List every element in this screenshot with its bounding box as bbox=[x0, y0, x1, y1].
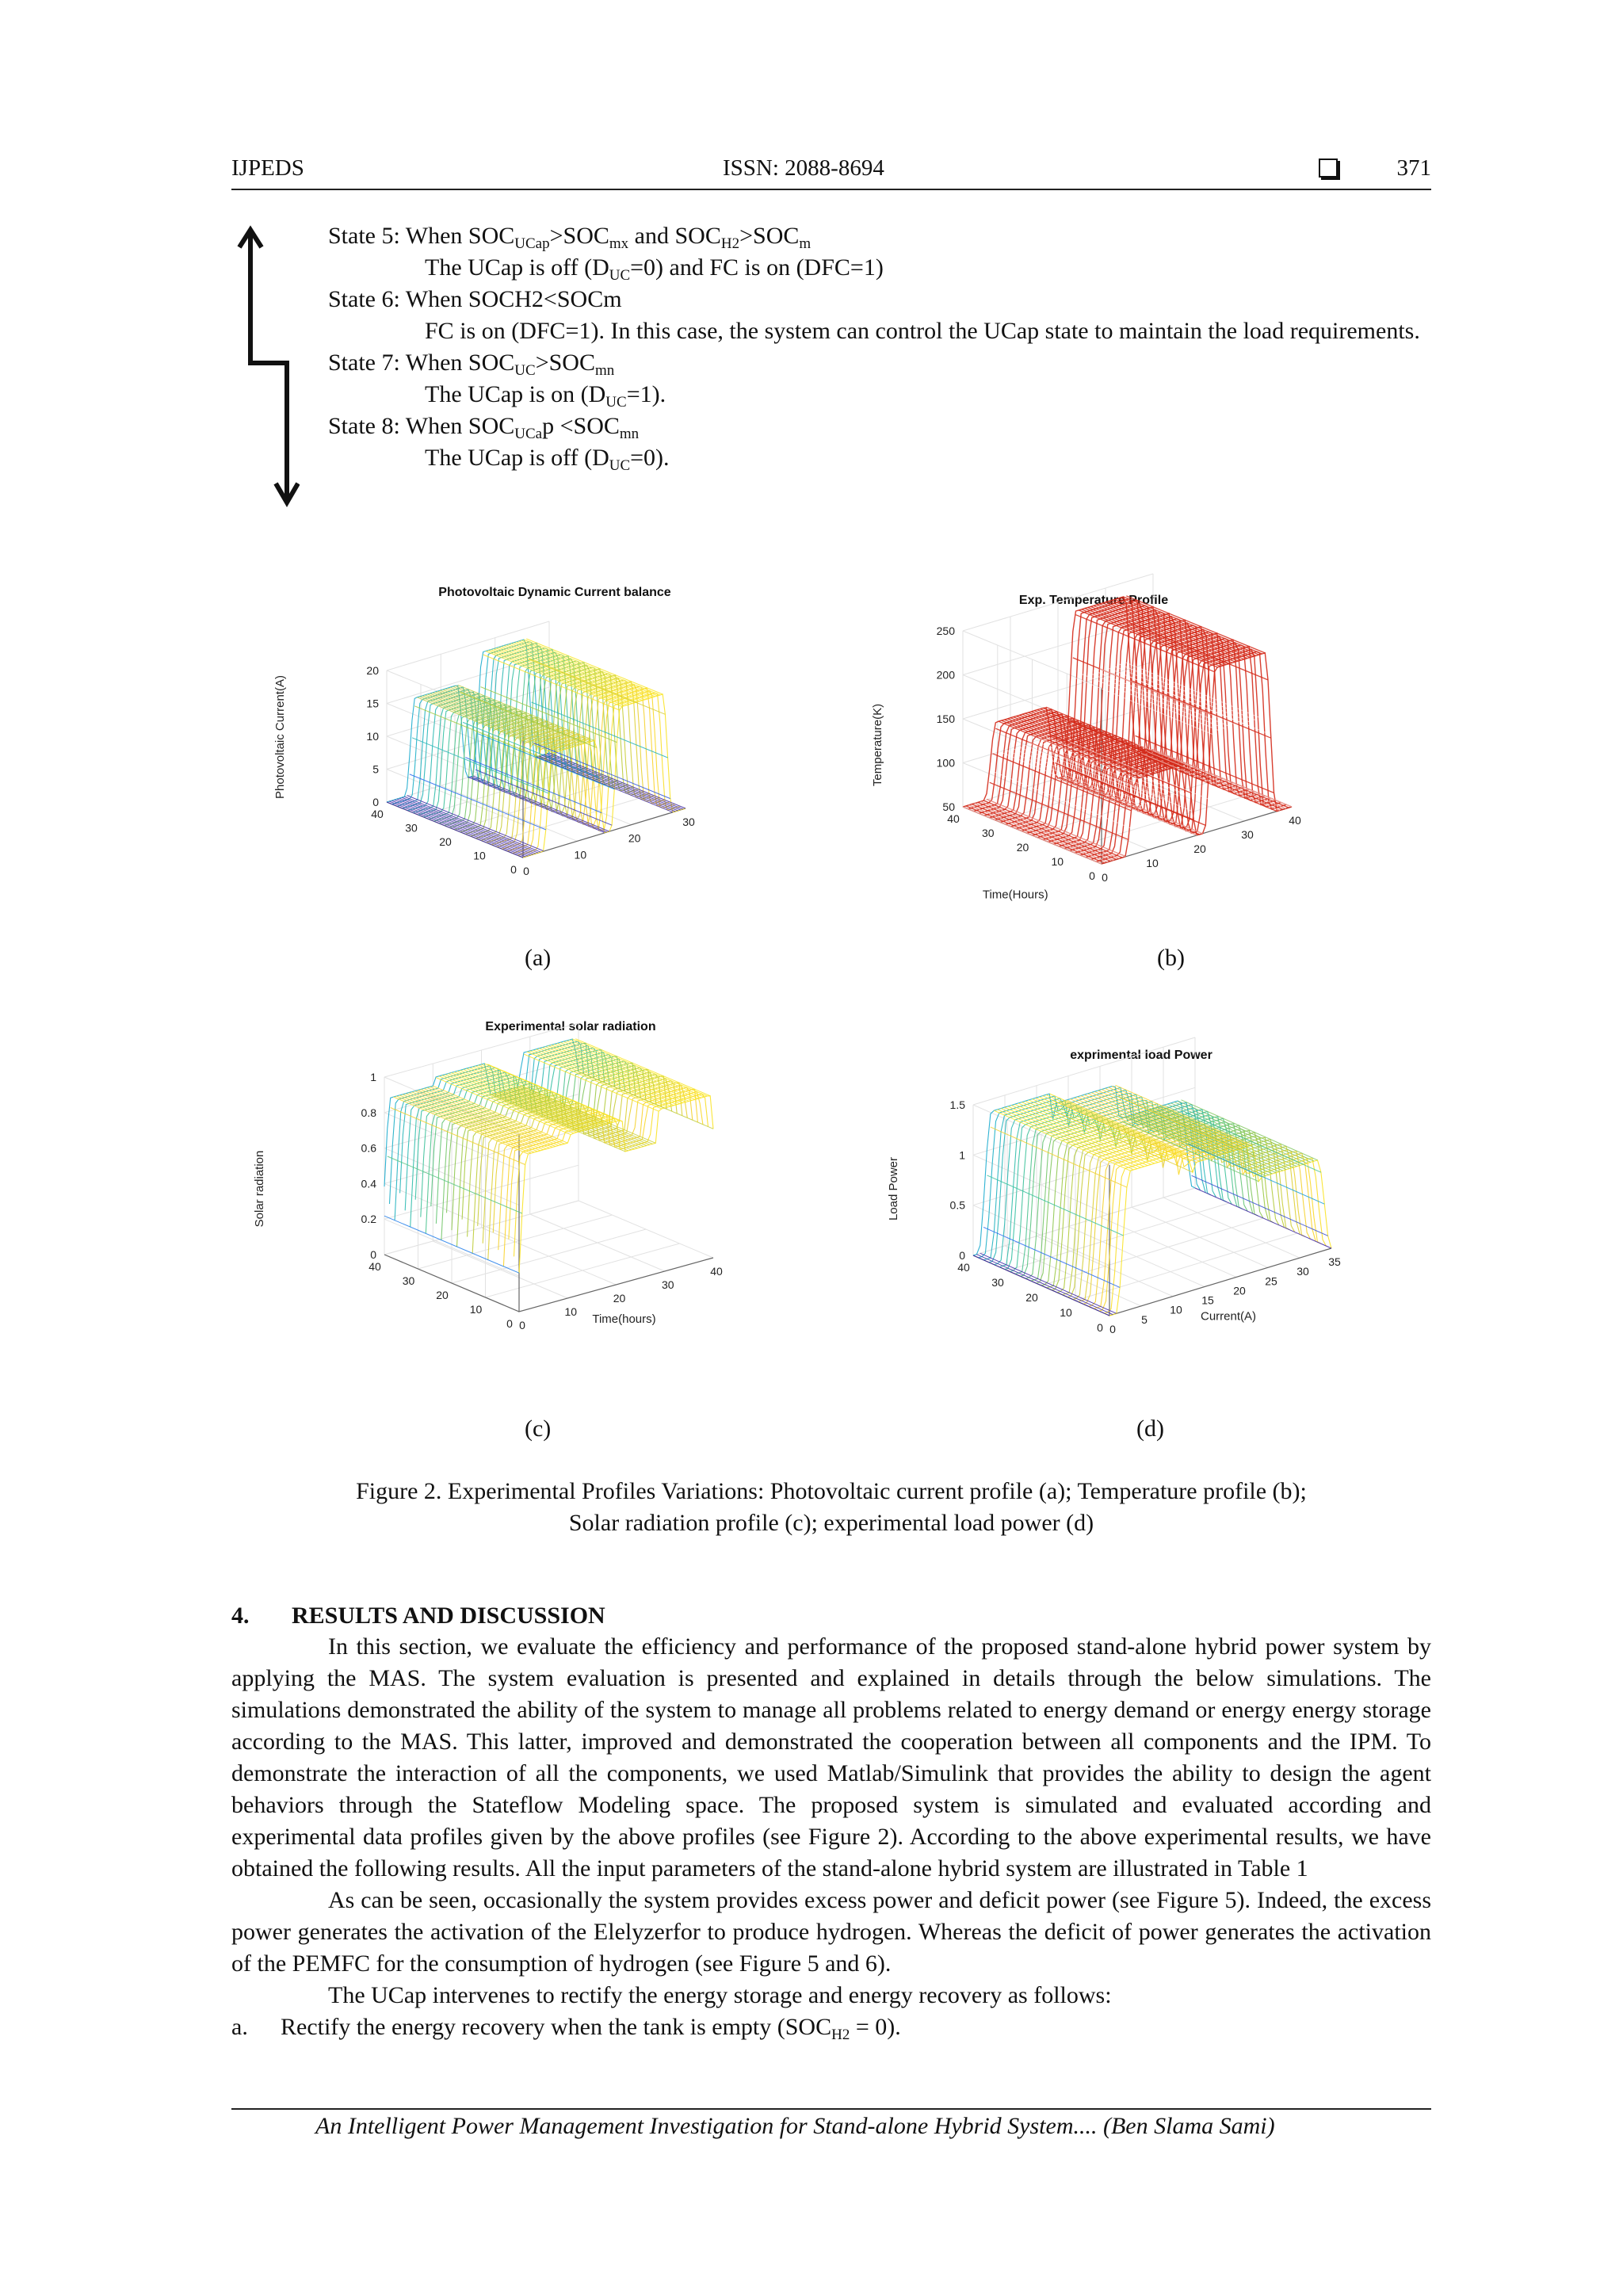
x-tick-label: 40 bbox=[710, 1265, 723, 1278]
sublabel-b: (b) bbox=[1157, 945, 1185, 971]
state-6-detail: FC is on (DFC=1). In this case, the system can control the UCap state to maintain the load requirements. bbox=[425, 318, 1420, 344]
double-arrow-icon bbox=[228, 223, 300, 509]
y-tick-label: 0 bbox=[510, 863, 517, 876]
y-tick-label: 30 bbox=[991, 1276, 1004, 1289]
z-tick-label: 50 bbox=[942, 800, 955, 813]
z-tick-label: 0.6 bbox=[361, 1141, 376, 1155]
x-tick-label: 40 bbox=[1289, 814, 1301, 827]
surface-mesh bbox=[973, 1085, 1331, 1316]
z-tick-label: 200 bbox=[936, 668, 955, 682]
z-tick-label: 250 bbox=[936, 625, 955, 637]
caption-line-2: Solar radiation profile (c); experimental load power (d) bbox=[568, 1510, 1094, 1536]
x-tick-label: 30 bbox=[1296, 1265, 1309, 1278]
x-tick-label: 20 bbox=[613, 1292, 626, 1305]
chart-title: Exp. Temperature Profile bbox=[1018, 594, 1169, 607]
state-list bbox=[328, 220, 1431, 474]
z-tick-label: 100 bbox=[936, 756, 955, 770]
section-number: 4. bbox=[231, 1603, 250, 1629]
list-item-a: a. Rectify the energy recovery when the tank is empty $(SOC_{H2} = 0)$. bbox=[231, 2014, 901, 2043]
y-tick-label: 40 bbox=[947, 812, 960, 825]
state-6: State 6: When SOCH2<SOCm bbox=[328, 286, 622, 312]
y-tick-label: 20 bbox=[1016, 841, 1029, 854]
y-tick-label: 10 bbox=[473, 849, 486, 862]
y-tick-label: 10 bbox=[469, 1303, 483, 1316]
z-tick-label: 0 bbox=[372, 796, 379, 808]
z-axis-label: Photovoltaic Current(A) bbox=[273, 675, 287, 799]
issn: ISSN: 2088-8694 bbox=[723, 155, 884, 181]
chart-d-svg bbox=[880, 1030, 1450, 1379]
z-tick-label: 0.5 bbox=[949, 1198, 965, 1212]
z-tick-label: 1 bbox=[959, 1148, 965, 1162]
y-tick-label: 40 bbox=[957, 1261, 970, 1274]
chart-photovoltaic-current bbox=[262, 579, 832, 927]
y-axis-label: Time(Hours) bbox=[982, 888, 1048, 902]
paragraph-2: As can be seen, occasionally the system provides excess power and deficit power (see Figure 5). Indeed, the excess power generates the activation of the Elelyzerfor to produce hydrogen. Whereas the deficit of power generates the activation of the PEMFC for the consumption of hydrogen (see Figure 5 and 6). bbox=[231, 1887, 1431, 1977]
x-tick-label: 30 bbox=[682, 816, 695, 828]
y-tick-label: 20 bbox=[439, 835, 452, 848]
y-tick-label: 30 bbox=[981, 827, 995, 839]
chart-c-svg bbox=[246, 1014, 864, 1395]
y-tick-label: 0 bbox=[506, 1317, 513, 1330]
surface-mesh bbox=[384, 1039, 713, 1274]
x-tick-label: 0 bbox=[523, 865, 529, 877]
z-axis-label: Load Power bbox=[887, 1156, 900, 1221]
sublabel-c: (c) bbox=[525, 1415, 552, 1442]
z-tick-label: 1 bbox=[370, 1071, 376, 1083]
state-5-detail: The UCap is off $(D_{UC}=0)$ and FC is on (DFC=1) bbox=[425, 254, 884, 284]
z-tick-label: 1.5 bbox=[949, 1098, 965, 1111]
chart-grid bbox=[384, 1023, 713, 1312]
chart-b-svg bbox=[864, 586, 1434, 927]
z-axis-label: Solar radiation bbox=[253, 1150, 266, 1228]
y-tick-label: 20 bbox=[436, 1289, 449, 1301]
y-tick-label: 40 bbox=[371, 808, 384, 820]
x-tick-label: 10 bbox=[564, 1305, 578, 1318]
paragraph-3: The UCap intervenes to rectify the energy storage and energy recovery as follows: bbox=[328, 1982, 1112, 2008]
y-tick-label: 10 bbox=[1051, 855, 1064, 868]
chart-temperature-profile bbox=[864, 586, 1434, 927]
x-tick-label: 5 bbox=[1141, 1312, 1148, 1326]
state-8: State 8: When $SOC_{UCa}p <SOC_{mn}$ bbox=[328, 413, 640, 442]
z-tick-label: 150 bbox=[936, 712, 955, 725]
x-tick-label: 30 bbox=[1241, 828, 1254, 841]
x-tick-label: 30 bbox=[661, 1278, 674, 1291]
journal-name: IJPEDS bbox=[231, 155, 304, 181]
x-tick-label: 20 bbox=[628, 831, 641, 845]
y-tick-label: 30 bbox=[405, 821, 418, 835]
z-axis-label: Temperature(K) bbox=[871, 703, 884, 787]
z-tick-label: 0.4 bbox=[361, 1177, 376, 1190]
footer-rule bbox=[231, 2108, 1431, 2110]
body-text bbox=[231, 1631, 1431, 2043]
z-tick-label: 0.8 bbox=[361, 1106, 376, 1119]
x-axis-label: Current(A) bbox=[1200, 1309, 1257, 1324]
chart-title: exprimental load Power bbox=[1070, 1049, 1212, 1062]
figure-caption bbox=[231, 1476, 1431, 1539]
x-tick-label: 25 bbox=[1265, 1274, 1277, 1288]
header-rule bbox=[231, 189, 1431, 190]
x-tick-label: 15 bbox=[1201, 1293, 1214, 1307]
z-tick-label: 5 bbox=[372, 762, 379, 776]
caption-line-1: Figure 2. Experimental Profiles Variations: Photovoltaic current profile (a); Temperature profile (b); bbox=[356, 1478, 1307, 1504]
state-7: State 7: When $SOC_{UC}>SOC_{mn}$ bbox=[328, 350, 615, 379]
x-tick-label: 10 bbox=[574, 848, 587, 861]
axis-lines bbox=[1109, 1165, 1331, 1316]
y-tick-label: 0 bbox=[1089, 869, 1095, 882]
state-8-detail: The UCap is off $(D_{UC}=0)$. bbox=[425, 445, 670, 474]
z-tick-label: 0 bbox=[959, 1249, 965, 1262]
y-tick-label: 30 bbox=[402, 1274, 415, 1287]
state-5: State 5: When $SOC_{UCap}>SOC_{mx}$ and $SOC_{H2}>SOC_m$ bbox=[328, 223, 812, 252]
chart-load-power bbox=[880, 1030, 1450, 1379]
paragraph-1: In this section, we evaluate the efficiency and performance of the proposed stand-alone hybrid power system by applying the MAS. The system evaluation is presented and explained in details through the below simulations. The simulations demonstrated the ability of the system to manage all problems related to energy demand or energy energy storage according to the MAS. This latter, improved and demonstrated the cooperation between all components and the IPM. To demonstrate the interaction of all the components, we used Matlab/Simulink that provides the ability to design the agent behaviors through the Stateflow Modeling space. The proposed system is simulated and evaluated according and experimental data profiles given by the above profiles (see Figure 2). According to the above experimental results, we have obtained the following results. All the input parameters of the stand-alone hybrid system are illustrated in Table 1 bbox=[231, 1633, 1431, 1881]
x-tick-label: 0 bbox=[519, 1319, 525, 1331]
x-axis-label: Time(hours) bbox=[592, 1312, 656, 1326]
axis-lines bbox=[519, 1134, 713, 1312]
page-footer: An Intelligent Power Management Investigation for Stand-alone Hybrid System.... (Ben Slama Sami) bbox=[315, 2113, 1275, 2139]
x-tick-label: 0 bbox=[1109, 1323, 1116, 1335]
z-tick-label: 15 bbox=[366, 697, 379, 710]
y-tick-label: 0 bbox=[1097, 1321, 1103, 1334]
y-tick-label: 40 bbox=[369, 1260, 381, 1273]
chart-title: Photovoltaic Dynamic Current balance bbox=[438, 586, 671, 599]
chart-title: Experimental solar radiation bbox=[485, 1020, 656, 1033]
chart-a-svg bbox=[262, 579, 832, 927]
z-tick-label: 20 bbox=[366, 664, 379, 677]
page-number: 371 bbox=[1396, 155, 1431, 181]
surface-mesh bbox=[963, 596, 1292, 864]
section-title: RESULTS AND DISCUSSION bbox=[292, 1603, 605, 1629]
sublabel-a: (a) bbox=[525, 945, 552, 971]
y-tick-label: 20 bbox=[1025, 1291, 1038, 1304]
x-tick-label: 35 bbox=[1328, 1255, 1341, 1268]
checkbox-square-icon bbox=[1319, 159, 1338, 178]
z-tick-label: 10 bbox=[366, 730, 379, 743]
z-tick-label: 0.2 bbox=[361, 1213, 376, 1226]
x-tick-label: 10 bbox=[1170, 1303, 1182, 1316]
state-7-detail: The UCap is on $(D_{UC}=1)$. bbox=[425, 381, 666, 411]
x-tick-label: 10 bbox=[1146, 857, 1159, 869]
x-tick-label: 0 bbox=[1102, 871, 1108, 884]
y-tick-label: 10 bbox=[1060, 1306, 1072, 1319]
section-heading bbox=[231, 1603, 605, 1629]
x-tick-label: 20 bbox=[1233, 1284, 1246, 1297]
page-header bbox=[231, 155, 1431, 187]
z-tick-label: 0 bbox=[370, 1248, 376, 1261]
sublabel-d: (d) bbox=[1136, 1415, 1164, 1442]
chart-solar-radiation bbox=[246, 1014, 864, 1395]
x-tick-label: 20 bbox=[1193, 842, 1206, 855]
